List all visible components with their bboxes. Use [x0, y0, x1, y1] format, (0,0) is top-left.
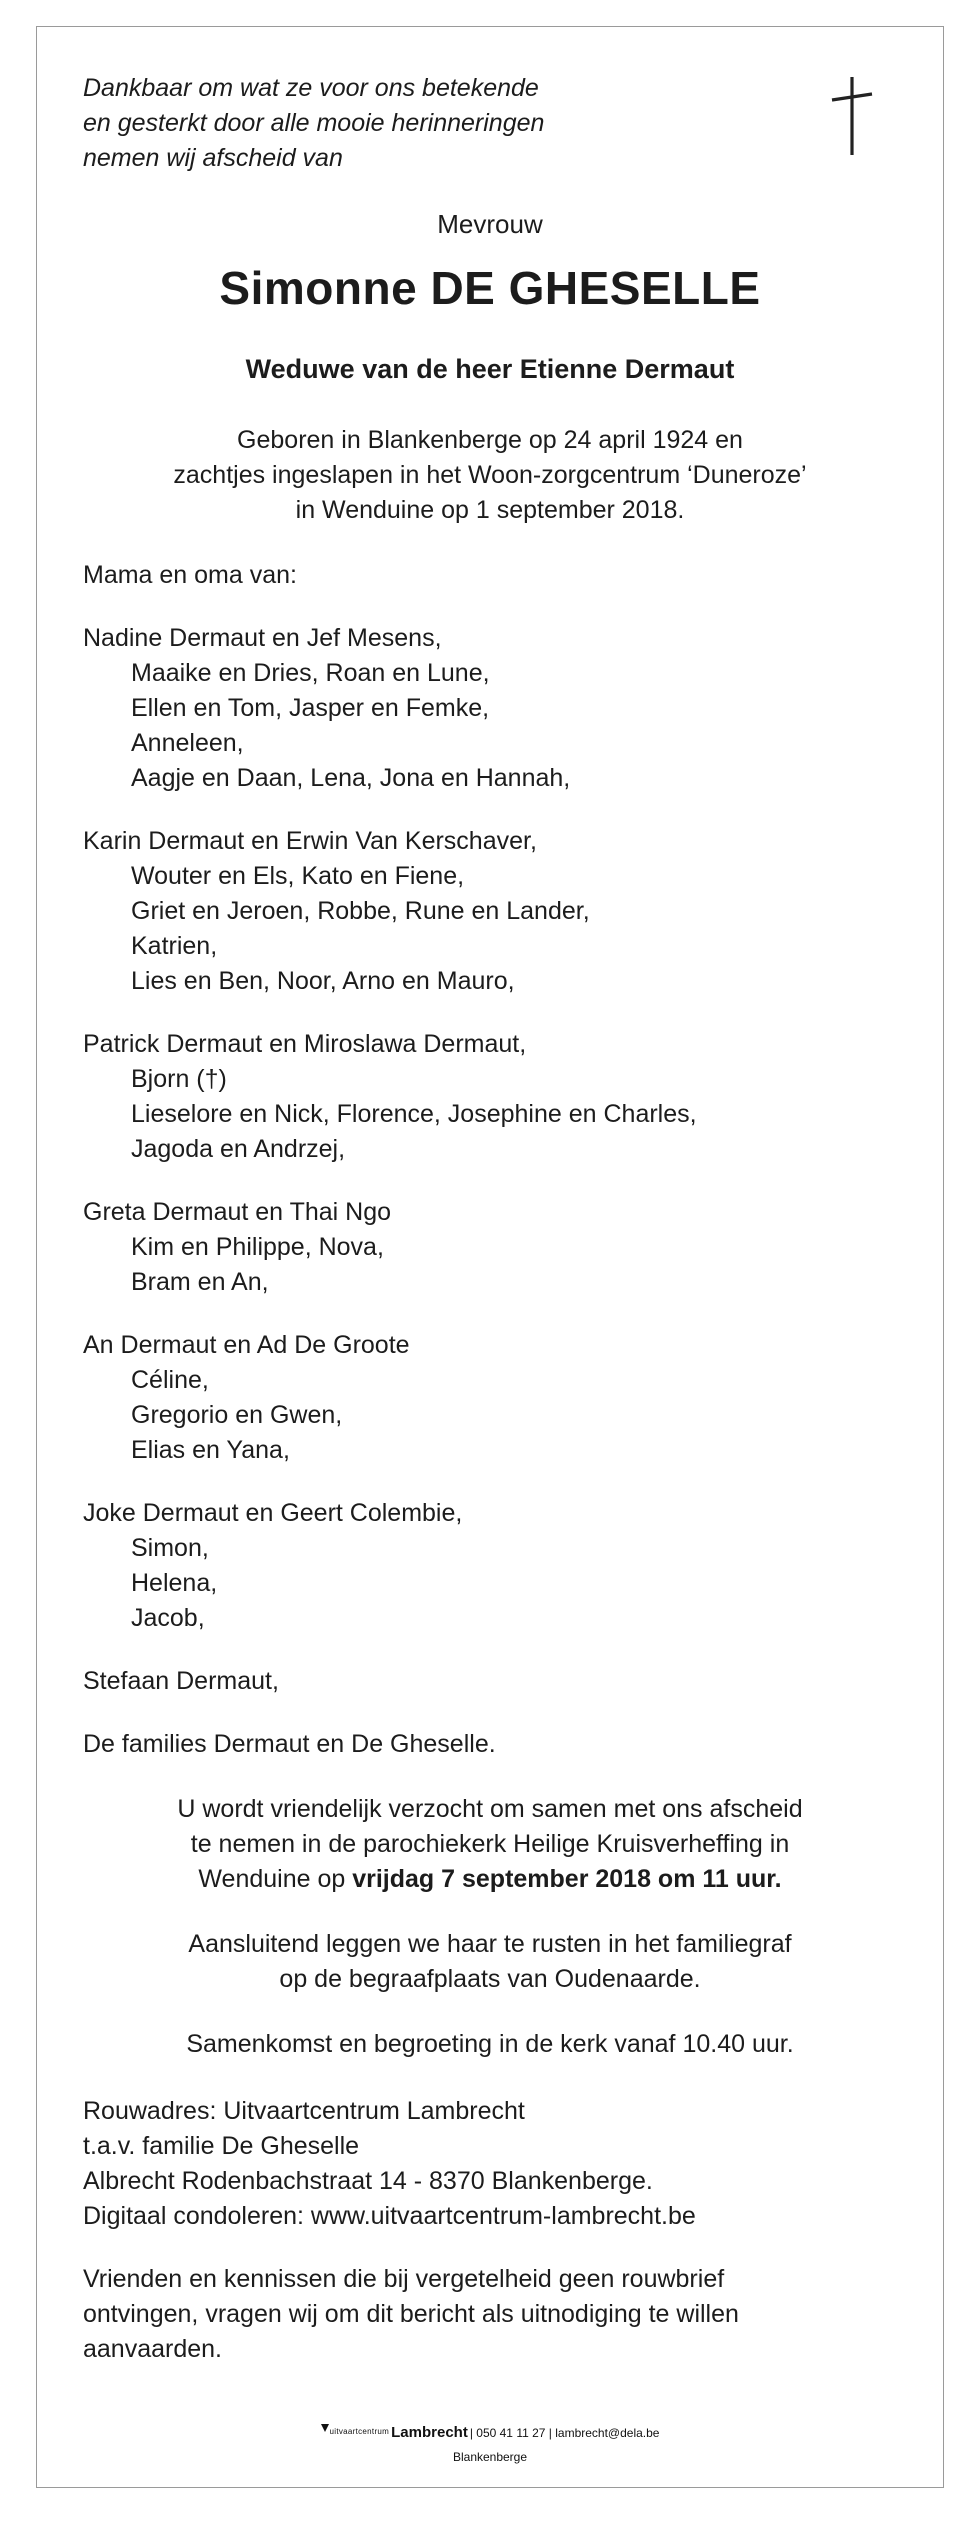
closing-line: aanvaarden. — [83, 2334, 223, 2363]
family-child-line: Jacob, — [131, 1603, 205, 1632]
intro-line: Dankbaar om wat ze voor ons betekende — [83, 74, 539, 102]
family-head: Nadine Dermaut en Jef Mesens, — [83, 623, 442, 652]
mourning-address-line: t.a.v. familie De Gheselle — [83, 2131, 360, 2160]
family-child-line: Aagje en Daan, Lena, Jona en Hannah, — [131, 763, 571, 792]
family-head: An Dermaut en Ad De Groote — [83, 1330, 410, 1359]
intro-line: en gesterkt door alle mooie herinneringen — [83, 109, 545, 137]
family-head: Karin Dermaut en Erwin Van Kerschaver, — [83, 826, 537, 855]
family-child-line: Wouter en Els, Kato en Fiene, — [131, 861, 465, 890]
closing-line: Vrienden en kennissen die bij vergetelheid geen rouwbrief — [83, 2264, 725, 2293]
family-group — [83, 621, 897, 796]
invitation-line-normal: Wenduine op — [198, 1864, 353, 1893]
closing-paragraph — [83, 2262, 897, 2367]
burial-line: Aansluitend leggen we haar te rusten in het familiegraf — [188, 1929, 792, 1958]
invitation-paragraph — [83, 1792, 897, 1897]
burial-paragraph — [83, 1927, 897, 1997]
footer-brand-line — [321, 2409, 660, 2444]
family-children — [83, 656, 897, 796]
family-child-line: Anneleen, — [131, 728, 244, 757]
intro-line: nemen wij afscheid van — [83, 144, 343, 172]
family-child-line: Jagoda en Andrzej, — [131, 1134, 346, 1163]
family-group — [83, 1496, 897, 1636]
family-child-line: Céline, — [131, 1365, 209, 1394]
family-head: Patrick Dermaut en Miroslawa Dermaut, — [83, 1029, 527, 1058]
family-child-line: Katrien, — [131, 931, 218, 960]
mourning-address — [83, 2094, 897, 2234]
family-group — [83, 824, 897, 999]
closing-line: ontvingen, vragen wij om dit bericht als uitnodiging te willen — [83, 2299, 739, 2328]
family-head: Joke Dermaut en Geert Colembie, — [83, 1498, 463, 1527]
family-children — [83, 1062, 897, 1167]
family-child-line: Gregorio en Gwen, — [131, 1400, 343, 1429]
family-head: Greta Dermaut en Thai Ngo — [83, 1197, 392, 1226]
family-child-line: Kim en Philippe, Nova, — [131, 1232, 384, 1261]
family-group — [83, 1328, 897, 1468]
mourning-address-line: Rouwadres: Uitvaartcentrum Lambrecht — [83, 2096, 525, 2125]
footer-brand-small: uitvaartcentrum — [329, 2426, 390, 2436]
relation-intro: Mama en oma van: — [83, 560, 297, 589]
mourning-address-line: Digitaal condoleren: www.uitvaartcentrum-lambrecht.be — [83, 2201, 696, 2230]
mourning-address-line: Albrecht Rodenbachstraat 14 - 8370 Blankenberge. — [83, 2166, 653, 2195]
funeral-home-footer — [83, 2401, 897, 2468]
family-group — [83, 1027, 897, 1167]
family-child-line: Lies en Ben, Noor, Arno en Mauro, — [131, 966, 515, 995]
family-child-line: Bram en An, — [131, 1267, 269, 1296]
family-child-line: Maaike en Dries, Roan en Lune, — [131, 658, 490, 687]
funeral-datetime: vrijdag 7 september 2018 om 11 uur. — [352, 1864, 782, 1893]
life-dates-line: zachtjes ingeslapen in het Woon-zorgcentrum ‘Duneroze’ — [173, 460, 807, 489]
family-children — [83, 1531, 897, 1636]
family-children — [83, 859, 897, 999]
family-children — [83, 1363, 897, 1468]
header — [83, 71, 897, 176]
intro-text — [83, 71, 787, 176]
family-head: Stefaan Dermaut, — [83, 1666, 279, 1695]
lambrecht-logo-icon — [321, 2409, 329, 2439]
family-child-line: Elias en Yana, — [131, 1435, 290, 1464]
life-dates-line: Geboren in Blankenberge op 24 april 1924 en — [237, 425, 743, 454]
invitation-line: U wordt vriendelijk verzocht om samen met ons afscheid — [177, 1794, 803, 1823]
burial-line: op de begraafplaats van Oudenaarde. — [279, 1964, 701, 1993]
family-child-line: Ellen en Tom, Jasper en Femke, — [131, 693, 490, 722]
footer-brand: Lambrecht — [391, 2423, 468, 2441]
family-child-line: Bjorn (†) — [131, 1064, 227, 1093]
life-dates-line: in Wenduine op 1 september 2018. — [295, 495, 685, 524]
family-child-line: Lieselore en Nick, Florence, Josephine en Charles, — [131, 1099, 697, 1128]
family-children — [83, 1230, 897, 1300]
footer-contact: | 050 41 11 27 | lambrecht@dela.be — [469, 2425, 660, 2440]
invitation-line: te nemen in de parochiekerk Heilige Kruisverheffing in — [190, 1829, 790, 1858]
invitation-line — [83, 1862, 897, 1897]
deceased-name: Simonne DE GHESELLE — [219, 262, 761, 315]
family-child-line: Simon, — [131, 1533, 209, 1562]
family-group — [83, 1195, 897, 1300]
salutation: Mevrouw — [437, 209, 543, 239]
footer-city: Blankenberge — [452, 2449, 528, 2464]
family-group — [83, 1664, 897, 1699]
obituary-card — [36, 26, 944, 2488]
families-closing: De families Dermaut en De Gheselle. — [83, 1729, 496, 1758]
widow-line: Weduwe van de heer Etienne Dermaut — [245, 353, 735, 384]
family-child-line: Helena, — [131, 1568, 218, 1597]
memorial-cross-icon — [825, 73, 879, 159]
life-dates — [83, 423, 897, 528]
family-child-line: Griet en Jeroen, Robbe, Rune en Lander, — [131, 896, 590, 925]
gathering-line: Samenkomst en begroeting in de kerk vanaf 10.40 uur. — [186, 2029, 794, 2058]
